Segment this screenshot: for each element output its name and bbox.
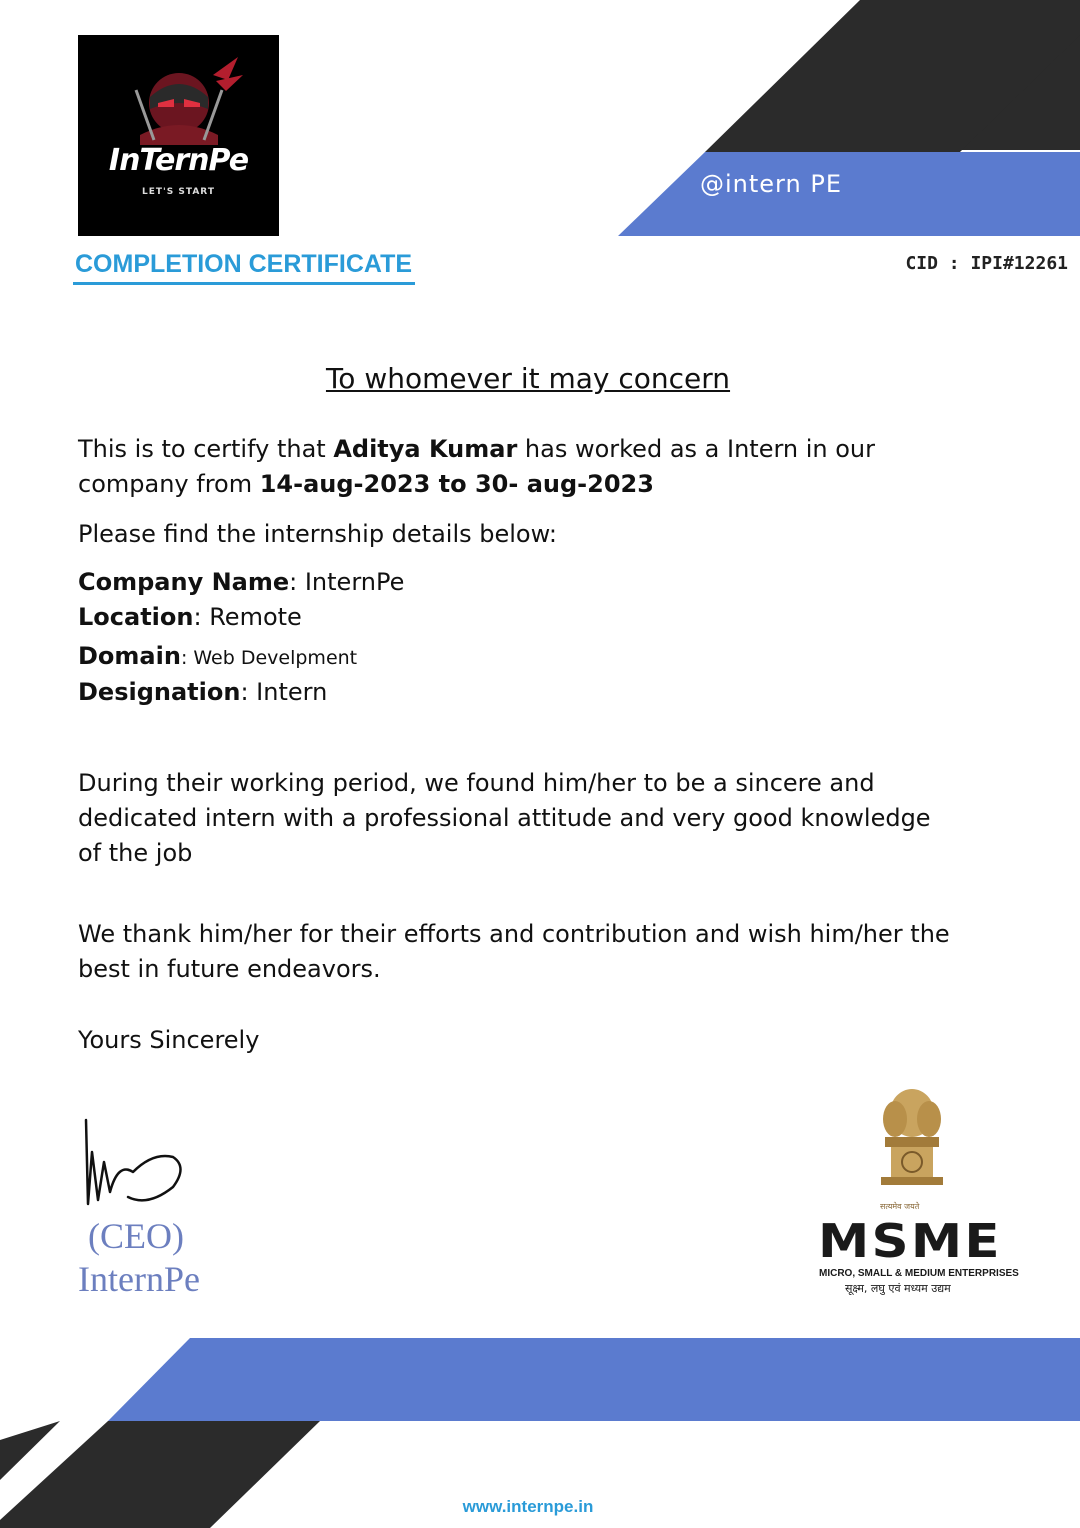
bottom-blue-band — [108, 1338, 1080, 1421]
logo-brand-text: InTernPe — [108, 143, 249, 178]
company-value: : InternPe — [289, 568, 405, 596]
ninja-mascot-icon — [78, 35, 279, 145]
body-paragraph-2 — [78, 917, 950, 987]
msme-subtitle: MICRO, SMALL & MEDIUM ENTERPRISES — [819, 1268, 1019, 1279]
closing: Yours Sincerely — [78, 1026, 260, 1054]
detail-location — [78, 603, 302, 631]
body2-line-1: We thank him/her for their efforts and contribution and wish him/her the — [78, 920, 950, 948]
body2-line-2: best in future endeavors. — [78, 955, 381, 983]
msme-wordmark: MSME — [818, 1214, 1002, 1268]
certificate-id: CID : IPI#12261 — [905, 253, 1068, 274]
domain-label: Domain — [78, 642, 181, 670]
intro-line-1 — [78, 432, 875, 467]
detail-designation — [78, 678, 327, 706]
body1-line-3: of the job — [78, 839, 193, 867]
signatory-org: InternPe — [78, 1259, 200, 1299]
intro-text-2: has worked as a Intern in our — [517, 435, 876, 463]
salutation: To whomever it may concern — [325, 362, 731, 395]
title-underline — [73, 282, 415, 285]
social-handle: @intern PE — [700, 170, 842, 198]
national-emblem-icon — [867, 1085, 957, 1200]
logo-tagline: LET'S START — [142, 187, 215, 197]
body1-line-1: During their working period, we found him/her to be a sincere and — [78, 769, 875, 797]
intro-paragraph — [78, 432, 875, 502]
domain-value: : Web Develpment — [180, 647, 358, 669]
detail-company — [78, 568, 404, 596]
intern-name: Aditya Kumar — [333, 435, 518, 463]
emblem-motto: सत्यमेव जयते — [880, 1202, 920, 1211]
signatory-title: (CEO) — [88, 1216, 184, 1256]
details-intro: Please find the internship details below: — [78, 520, 558, 548]
body-paragraph-1 — [78, 766, 931, 871]
certificate-title: COMPLETION CERTIFICATE — [75, 250, 413, 278]
location-label: Location — [78, 603, 194, 631]
signature-icon — [78, 1112, 198, 1212]
location-value: : Remote — [193, 603, 302, 631]
detail-domain — [78, 642, 357, 670]
msme-hindi-subtitle: सूक्ष्म, लघु एवं मध्यम उद्यम — [845, 1282, 951, 1295]
intro-text-1: This is to certify that — [78, 435, 334, 463]
company-label: Company Name — [78, 568, 290, 596]
company-logo — [78, 35, 279, 236]
intro-text-3: company from — [78, 470, 260, 498]
website-link[interactable]: www.internpe.in — [462, 1497, 594, 1516]
designation-label: Designation — [78, 678, 241, 706]
top-blue-band — [618, 152, 1080, 236]
internship-dates: 14-aug-2023 to 30- aug-2023 — [259, 470, 654, 498]
designation-value: : Intern — [240, 678, 328, 706]
body1-line-2: dedicated intern with a professional attitude and very good knowledge — [78, 804, 931, 832]
intro-line-2 — [78, 467, 875, 502]
